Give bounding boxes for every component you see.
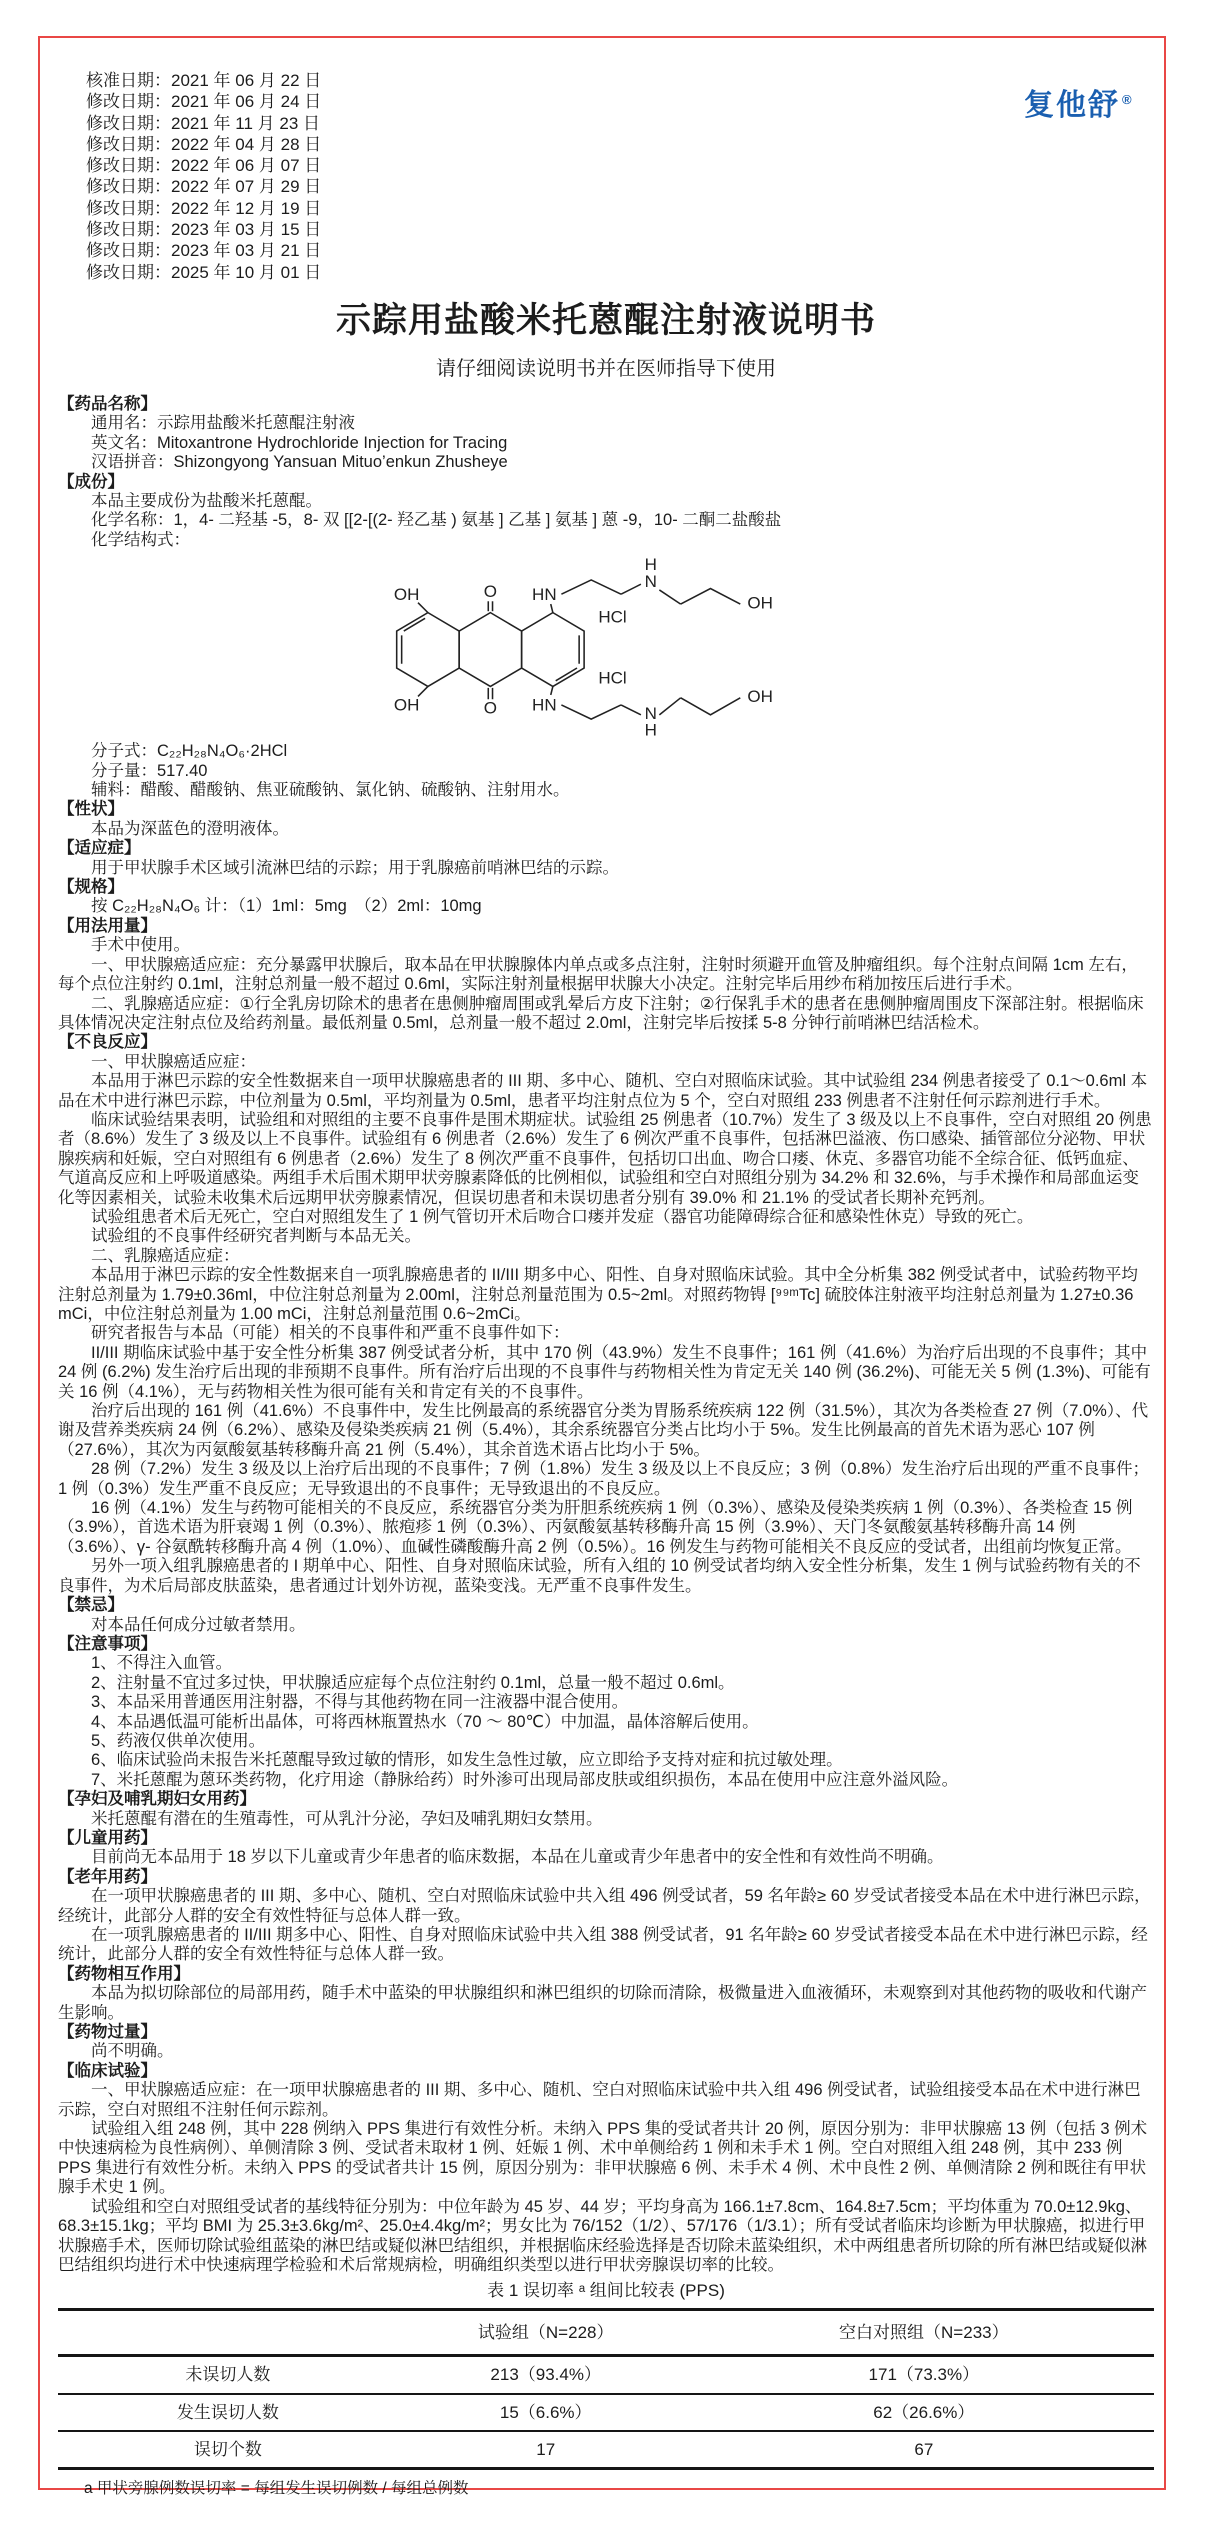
table-cell: 发生误切人数: [58, 2394, 398, 2431]
table-header-cell: 试验组（N=228）: [398, 2309, 694, 2355]
paragraph: 本品用于淋巴示踪的安全性数据来自一项乳腺癌患者的 II/III 期多中心、阳性、自身对照临床试验。其中全分析集 382 例受试者中，试验药物平均注射总剂量为 1.79±0.36ml，中位注射总剂量为 2.00ml，注射总剂量范围为 0.5~2ml。对照药物锝 [⁹⁹ᵐTc] 硫胶体注射液平均注射总剂量为 1.27±0.36 mCi，中位注射总剂量为 1.00 mCi，注射总剂量范围 0.6~2mCi。: [58, 1266, 1138, 1323]
revision-dates: [58, 0, 1154, 283]
chain-hydrogen-label: H: [644, 555, 657, 575]
chain-hydrogen-label: H: [644, 720, 657, 740]
table-cell: 17: [536, 2439, 556, 2459]
paragraph: 7、米托蒽醌为蒽环类药物，化疗用途（静脉给药）时外渗可出现局部皮肤或组织损伤，本品在使用中应注意外溢风险。: [91, 1770, 959, 1789]
hydrochloride-label: HCl: [598, 607, 627, 627]
paragraph: II/III 期临床试验中基于安全性分析集 387 例受试者分析，其中 170 例（43.9%）发生不良事件；161 例（41.6%）为治疗后出现的不良事件；其中 24 例 (6.2%) 发生治疗后出现的非预期不良事件。所有治疗后出现的不良事件与药物相关性为肯定无关 140 例 (36.2%)、可能无关 5 例 (1.3%)、可能有关 16 例（4.1%），无与药物相关性为很可能有关和肯定有关的不良事件。: [58, 1343, 1151, 1401]
brand-logo: [1024, 80, 1132, 124]
paragraph: 治疗后出现的 161 例（41.6%）不良事件中，发生比例最高的系统器官分类为胃肠系统疾病 122 例（31.5%），其次为各类检查 27 例（7.0%）、代谢及营养类疾病 24 例（6.2%）、感染及侵染类疾病 21 例（5.4%），其余系统器官分类占比均小于 5%。发生比例最高的首先术语为恶心 107 例（27.6%），其次为丙氨酸氨基转移酶升高 21 例（5.4%），其余首选术语占比均小于 5%。: [58, 1402, 1149, 1459]
paragraph: 对本品任何成分过敏者禁用。: [91, 1615, 306, 1634]
paragraph: 按 C₂₂H₂₈N₄O₆ 计：（1）1ml：5mg （2）2ml：10mg: [91, 897, 482, 916]
hydroxyl-label: OH: [393, 695, 420, 715]
table-row: [58, 2394, 1154, 2431]
section-heading: 【规格】: [58, 878, 124, 897]
table-row: [58, 2431, 1154, 2469]
paragraph: 另外一项入组乳腺癌患者的 I 期单中心、阳性、自身对照临床试验，所有入组的 10 例受试者均纳入安全性分析集，发生 1 例与试验药物有关的不良事件，为术后局部皮肤蓝染，患者通过计划外访视，蓝染变浅。无严重不良事件发生。: [58, 1557, 1141, 1595]
section-heading: 【老年用药】: [58, 1867, 157, 1886]
table-header-cell: [58, 2309, 398, 2355]
table-header-cell: 空白对照组（N=233）: [694, 2309, 1154, 2355]
paragraph: 汉语拼音：Shizongyong Yansuan Mituo’enkun Zhusheye: [91, 453, 508, 472]
section-heading: 【不良反应】: [58, 1033, 157, 1052]
paragraph: 研究者报告与本品（可能）相关的不良事件和严重不良事件如下：: [91, 1324, 570, 1343]
hydroxyl-label: OH: [747, 687, 773, 707]
document-subtitle: 请仔细阅读说明书并在医师指导下使用: [436, 357, 776, 380]
section-heading: 【药品名称】: [58, 394, 157, 413]
paragraph: 二、乳腺癌适应症：①行全乳房切除术的患者在患侧肿瘤周围或乳晕后方皮下注射；②行保乳手术的患者在患侧肿瘤周围皮下深部注射。根据临床具体情况决定注射点位及给药剂量。最低剂量 0.5ml，总剂量一般不超过 2.0ml，注射完毕后按揉 5-8 分钟行前哨淋巴结活检术。: [58, 994, 1144, 1032]
date-line: 修改日期：2023 年 03 月 15 日: [86, 220, 322, 240]
comparison-table-block: [58, 2281, 1154, 2498]
paragraph: 28 例（7.2%）发生 3 级及以上治疗后出现的不良事件；7 例（1.8%）发生 3 级及以上不良反应；3 例（0.8%）发生治疗后出现的严重不良事件；1 例（0.3%）发生严重不良反应；无导致退出的不良事件；无导致退出的不良反应。: [58, 1460, 1149, 1498]
paragraph: 辅料：醋酸、醋酸钠、焦亚硫酸钠、氯化钠、硫酸钠、注射用水。: [91, 781, 570, 800]
paragraph: 1、不得注入血管。: [91, 1654, 233, 1673]
paragraph: 试验组的不良事件经研究者判断与本品无关。: [91, 1227, 421, 1246]
paragraph: 米托蒽醌有潜在的生殖毒性，可从乳汁分泌，孕妇及哺乳期妇女禁用。: [91, 1809, 603, 1828]
date-line: 修改日期：2022 年 07 月 29 日: [86, 177, 322, 197]
brand-text: 复他舒: [1024, 89, 1120, 122]
table-cell: 15（6.6%）: [398, 2394, 694, 2431]
table-cell: 误切个数: [193, 2439, 262, 2459]
hydrochloride-label: HCl: [598, 668, 627, 688]
table-title: 表 1 误切率 ᵃ 组间比较表 (PPS): [487, 2281, 725, 2301]
section-heading: 【性状】: [58, 800, 124, 819]
hydroxyl-label: OH: [393, 585, 420, 605]
paragraph: 二、乳腺癌适应症：: [91, 1246, 240, 1265]
date-line: 修改日期：2022 年 04 月 28 日: [86, 134, 322, 154]
paragraph: 目前尚无本品用于 18 岁以下儿童或青少年患者的临床数据，本品在儿童或青少年患者中的安全性和有效性尚不明确。: [91, 1848, 944, 1867]
paragraph: 一、甲状腺癌适应症：在一项甲状腺癌患者的 III 期、多中心、随机、空白对照临床试验中共入组 496 例受试者，试验组接受本品在术中进行淋巴示踪，空白对照组不注射任何示踪剂。: [58, 2081, 1141, 2119]
section-heading: 【儿童用药】: [58, 1828, 157, 1847]
paragraph: 试验组患者术后无死亡，空白对照组发生了 1 例气管切开术后吻合口瘘并发症（器官功能障碍综合征和感染性休克）导致的死亡。: [91, 1207, 1034, 1226]
amine-label: HN: [532, 585, 557, 605]
date-line: 修改日期：2023 年 03 月 21 日: [86, 241, 322, 261]
paragraph: 试验组和空白对照组受试者的基线特征分别为：中位年龄为 45 岁、44 岁；平均身高为 166.1±7.8cm、164.8±7.5cm；平均体重为 70.0±12.9kg、68.3±15.1kg；平均 BMI 为 25.3±3.6kg/m²、25.0±4.4kg/m²；男女比为 76/152（1/2）、57/176（1/3.1）；所有受试者临床均诊断为甲状腺癌，拟进行甲状腺癌手术，医师切除试验组蓝染的淋巴结或疑似淋巴结组织，并根据临床经验选择是否切除未蓝染组织，术中两组患者所切除的所有淋巴结或疑似淋巴结组织均进行术中快速病理学检验和术后常规病检，明确组织类型以进行甲状旁腺误切率的比较。: [58, 2197, 1147, 2274]
paragraph: 在一项乳腺癌患者的 II/III 期多中心、阳性、自身对照临床试验中共入组 388 例受试者，91 名年龄≥ 60 岁受试者接受本品在术中进行淋巴示踪，经统计，此部分人群的安全有效性特征与总体人群一致。: [58, 1926, 1148, 1964]
paragraph: 本品用于淋巴示踪的安全性数据来自一项甲状腺癌患者的 III 期、多中心、随机、空白对照临床试验。其中试验组 234 例患者接受了 0.1～0.6ml 本品在术中进行淋巴示踪，中位剂量为 0.5ml，平均剂量为 0.5ml，患者平均注射点位为 5 个，空白对照组 233 例患者不注射任何示踪剂进行手术。: [58, 1072, 1148, 1110]
table-cell: 213（93.4%）: [398, 2356, 694, 2394]
mitoxantrone-structure-drawing: [378, 553, 918, 739]
table-footnote: a 甲状旁腺例数误切率 = 每组发生误切例数 / 每组总例数: [84, 2480, 469, 2498]
chain-nitrogen-label: N: [644, 704, 657, 724]
paragraph: 6、临床试验尚未报告米托蒽醌导致过敏的情形，如发生急性过敏，应立即给予支持对症和抗过敏处理。: [91, 1751, 843, 1770]
chain-nitrogen-label: N: [644, 572, 657, 592]
chemical-structure: [378, 553, 918, 739]
date-line: 核准日期：2021 年 06 月 22 日: [86, 71, 322, 90]
section-heading: 【孕妇及哺乳期妇女用药】: [58, 1790, 256, 1809]
date-line: 修改日期：2021 年 11 月 23 日: [86, 113, 320, 133]
paragraph: 分子量：517.40: [91, 761, 208, 780]
paragraph: 一、甲状腺癌适应症：充分暴露甲状腺后，取本品在甲状腺腺体内单点或多点注射，注射时须避开血管及肿瘤组织。每个注射点间隔 1cm 左右，每个点位注射约 0.1ml，注射总剂量一般不超过 0.6ml，实际注射剂量根据甲状腺大小决定。注射完毕后用纱布稍加按压后进行手术。: [58, 955, 1138, 994]
section-heading: 【注意事项】: [58, 1634, 157, 1653]
table-header-row: [58, 2309, 1154, 2355]
paragraph: 5、药液仅供单次使用。: [91, 1731, 266, 1750]
paragraph: 临床试验结果表明，试验组和对照组的主要不良事件是围术期症状。试验组 25 例患者（10.7%）发生了 3 级及以上不良事件，空白对照组 20 例患者（8.6%）发生了 3 级及以上不良事件。试验组有 6 例患者（2.6%）发生了 6 例次严重不良事件，包括淋巴溢液、伤口感染、插管部位分泌物、甲状腺疾病和妊娠，空白对照组有 6 例患者（2.6%）发生了 8 例次严重不良事件，包括切口出血、吻合口瘘、休克、多器官功能不全综合征、低钙血症、气道高反应和上呼吸道感染。两组手术后围术期甲状旁腺素降低的比例相似，试验组和空白对照组分别为 34.2% 和 32.6%，与手术操作和局部血运变化等因素相关，试验未收集术后远期甲状旁腺素情况，但误切患者和未误切患者分别有 39.0% 和 21.1% 的受试者长期补充钙剂。: [58, 1110, 1152, 1207]
ketone-oxygen-label: O: [483, 698, 498, 718]
paragraph: 试验组入组 248 例，其中 228 例纳入 PPS 集进行有效性分析。未纳入 PPS 集的受试者共计 20 例，原因分别为：非甲状腺癌 13 例（包括 3 例术中快速病检为良性病例）、单侧清除 3 例、受试者未取材 1 例、妊娠 1 例、术中单侧给药 1 例和未手术 1 例。空白对照组入组 248 例，其中 233 例 PPS 集进行有效性分析。未纳入 PPS 的受试者共计 15 例，原因分别为：非甲状腺癌 6 例、未手术 4 例、术中良性 2 例、单侧清除 2 例和既往有甲状腺手术史 1 例。: [58, 2120, 1148, 2197]
paragraph: 英文名：Mitoxantrone Hydrochloride Injection for Tracing: [91, 433, 508, 452]
paragraph: 用于甲状腺手术区域引流淋巴结的示踪；用于乳腺癌前哨淋巴结的示踪。: [91, 858, 619, 877]
section-heading: 【成份】: [58, 472, 124, 491]
table-cell: 171（73.3%）: [694, 2356, 1154, 2394]
paragraph: 本品为深蓝色的澄明液体。: [91, 819, 289, 838]
table-row: [58, 2356, 1154, 2394]
paragraph: 尚不明确。: [91, 2042, 174, 2061]
paragraph: 一、甲状腺癌适应症：: [91, 1052, 256, 1071]
paragraph: 3、本品采用普通医用注射器，不得与其他药物在同一注液器中混合使用。: [91, 1693, 629, 1712]
paragraph: 在一项甲状腺癌患者的 III 期、多中心、随机、空白对照临床试验中共入组 496 例受试者，59 名年龄≥ 60 岁受试者接受本品在术中进行淋巴示踪，经统计，此部分人群的安全有效性特征与总体人群一致。: [58, 1887, 1151, 1925]
document-title: 示踪用盐酸米托蒽醌注射液说明书: [335, 300, 876, 340]
paragraph: 手术中使用。: [91, 936, 190, 955]
paragraph: 4、本品遇低温可能析出晶体，可将西林瓶置热水（70 ～ 80℃）中加温，晶体溶解后使用。: [91, 1712, 759, 1731]
section-heading: 【药物过量】: [58, 2023, 157, 2042]
miscut-rate-table: [58, 2308, 1154, 2471]
table-cell: 未误切人数: [58, 2356, 398, 2394]
amine-label: HN: [532, 695, 557, 715]
date-line: 修改日期：2022 年 12 月 19 日: [86, 198, 322, 218]
ketone-oxygen-label: O: [483, 582, 498, 602]
paragraph: 通用名：示踪用盐酸米托蒽醌注射液: [91, 414, 355, 433]
date-line: 修改日期：2025 年 10 月 01 日: [86, 262, 322, 282]
section-heading: 【用法用量】: [58, 916, 157, 935]
registered-mark-icon: ®: [1122, 92, 1132, 107]
paragraph: 2、注射量不宜过多过快，甲状腺适应症每个点位注射约 0.1ml，总量一般不超过 0.6ml。: [91, 1673, 735, 1692]
table-cell: 67: [914, 2439, 934, 2459]
paragraph: 16 例（4.1%）发生与药物可能相关的不良反应，系统器官分类为肝胆系统疾病 1 例（0.3%）、感染及侵染类疾病 1 例（0.3%）、各类检查 15 例（3.9%），首选术语为肝衰竭 1 例（0.3%）、脓疱疹 1 例（0.3%）、丙氨酸氨基转移酶升高 15 例（3.9%）、天门冬氨酸氨基转移酶升高 14 例（3.6%）、γ- 谷氨酰转移酶升高 4 例（1.0%）、血碱性磷酸酶升高 2 例（0.5%）。16 例发生与药物可能相关不良反应的受试者，出组前均恢复正常。: [58, 1499, 1133, 1556]
section-heading: 【临床试验】: [58, 2061, 157, 2080]
hydroxyl-label: OH: [747, 593, 773, 613]
paragraph: 分子式：C₂₂H₂₈N₄O₆·2HCl: [91, 742, 288, 761]
section-heading: 【适应症】: [58, 839, 141, 858]
document-content: [58, 0, 1154, 2499]
document-body: [58, 395, 1154, 2499]
table-cell: 62（26.6%）: [694, 2394, 1154, 2431]
paragraph: 化学名称：1，4- 二羟基 -5，8- 双 [[2-[(2- 羟乙基 ) 氨基 ] 乙基 ] 氨基 ] 蒽 -9，10- 二酮二盐酸盐: [91, 511, 782, 530]
date-line: 修改日期：2022 年 06 月 07 日: [86, 156, 322, 176]
paragraph: 本品为拟切除部位的局部用药，随手术中蓝染的甲状腺组织和淋巴组织的切除而清除，极微量进入血液循环，未观察到对其他药物的吸收和代谢产生影响。: [58, 1984, 1147, 2022]
section-heading: 【药物相互作用】: [58, 1964, 190, 1983]
date-line: 修改日期：2021 年 06 月 24 日: [86, 92, 322, 112]
paragraph: 化学结构式：: [91, 530, 190, 549]
paragraph: 本品主要成份为盐酸米托蒽醌。: [91, 492, 322, 510]
section-heading: 【禁忌】: [58, 1596, 124, 1615]
